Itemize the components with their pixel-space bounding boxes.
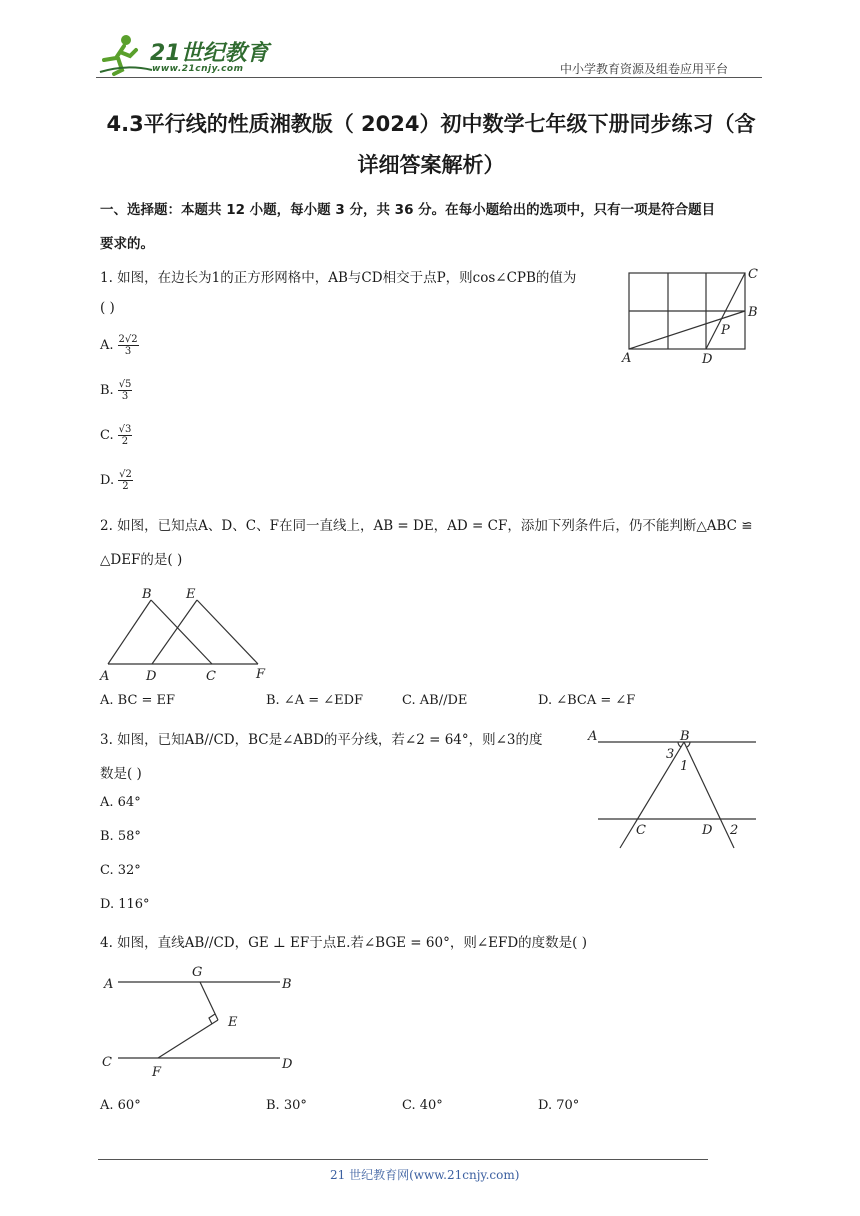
q4-label-c: C: [102, 1055, 112, 1070]
q4-option-b[interactable]: B. 30°: [266, 1098, 307, 1113]
q2-triangles-figure: [96, 584, 276, 684]
q1-label-d: D: [702, 352, 713, 367]
q2-option-d[interactable]: D. ∠BCA = ∠F: [538, 693, 636, 708]
platform-name: 中小学教育资源及组卷应用平台: [560, 62, 729, 76]
logo-text: 21世纪教育: [150, 41, 269, 66]
q4-label-g: G: [192, 965, 203, 980]
q4-option-a[interactable]: A. 60°: [100, 1098, 141, 1113]
q3-option-b[interactable]: B. 58°: [100, 829, 141, 844]
q1-option-a[interactable]: A. $\frac{2√2}{3}$: [100, 334, 138, 357]
q4-stem-line1: 4. 如图，直线AB//CD，GE ⊥ EF于点E.若∠BGE = 60°，则∠EFD的度数是( ): [100, 935, 588, 951]
q4-parallel-lines-figure: [96, 962, 306, 1084]
q2-option-b[interactable]: B. ∠A = ∠EDF: [266, 693, 364, 708]
q4-label-e: E: [228, 1015, 238, 1030]
q2-option-c[interactable]: C. AB//DE: [402, 693, 468, 708]
q4-label-d: D: [282, 1057, 293, 1072]
footer-divider: [98, 1159, 708, 1160]
footer-link[interactable]: 21 世纪教育网(www.21cnjy.com): [330, 1168, 520, 1182]
q1-label-a: A: [622, 351, 632, 366]
q2-stem-line2: △DEF的是( ): [100, 552, 183, 568]
section-heading-line1: 一、选择题：本题共 12 小题，每小题 3 分，共 36 分。在每小题给出的选项中，只有一项是符合题目: [100, 202, 716, 218]
q3-angle-3: 3: [666, 747, 675, 762]
q1-label-b: B: [748, 305, 758, 320]
q3-option-c[interactable]: C. 32°: [100, 863, 141, 878]
q3-label-d: D: [702, 823, 713, 838]
q3-angle-1: 1: [680, 759, 689, 774]
q3-parallel-lines-figure: [584, 724, 760, 852]
page-title-line2: 详细答案解析）: [357, 153, 505, 177]
q2-stem-line1: 2. 如图，已知点A、D、C、F在同一直线上，AB = DE，AD = CF，添加下列条件后，仍不能判断△ABC ≌: [100, 518, 753, 534]
q3-label-c: C: [636, 823, 646, 838]
q3-stem-line2: 数是( ): [100, 766, 142, 782]
q3-angle-2: 2: [730, 823, 739, 838]
q1-label-p: P: [721, 323, 730, 338]
q1-stem-line2: ( ): [100, 300, 115, 316]
q2-label-f: F: [256, 667, 266, 682]
q1-label-c: C: [748, 267, 758, 282]
q4-option-d[interactable]: D. 70°: [538, 1098, 580, 1113]
q2-label-a: A: [100, 669, 110, 684]
q2-option-a[interactable]: A. BC = EF: [100, 693, 176, 708]
q4-option-c[interactable]: C. 40°: [402, 1098, 443, 1113]
q2-label-d: D: [146, 669, 157, 684]
q3-label-b: B: [680, 729, 690, 744]
q2-label-e: E: [186, 587, 196, 602]
q1-stem-line1: 1. 如图，在边长为1的正方形网格中，AB与CD相交于点P，则cos∠CPB的值为: [100, 270, 577, 286]
q1-option-c[interactable]: C. $\frac{√3}{2}$: [100, 424, 132, 447]
q1-option-b[interactable]: B. $\frac{√5}{3}$: [100, 379, 132, 402]
q3-option-a[interactable]: A. 64°: [100, 795, 141, 810]
q4-label-a: A: [104, 977, 114, 992]
q1-option-d[interactable]: D. $\frac{√2}{2}$: [100, 469, 132, 492]
section-heading-line2: 要求的。: [100, 236, 154, 252]
q3-option-d[interactable]: D. 116°: [100, 897, 150, 912]
q1-grid-figure: [620, 264, 770, 370]
q2-label-b: B: [142, 587, 152, 602]
page-title-line1: 4.3平行线的性质湘教版（ 2024）初中数学七年级下册同步练习（含: [106, 112, 756, 136]
header-divider: [96, 77, 762, 78]
runner-logo-icon: [96, 30, 156, 78]
q3-label-a: A: [588, 729, 598, 744]
q2-label-c: C: [206, 669, 216, 684]
q3-stem-line1: 3. 如图，已知AB//CD，BC是∠ABD的平分线，若∠2 = 64°，则∠3的度: [100, 732, 543, 748]
logo-url: www.21cnjy.com: [152, 64, 244, 74]
q4-label-b: B: [282, 977, 292, 992]
q4-label-f: F: [152, 1065, 162, 1080]
